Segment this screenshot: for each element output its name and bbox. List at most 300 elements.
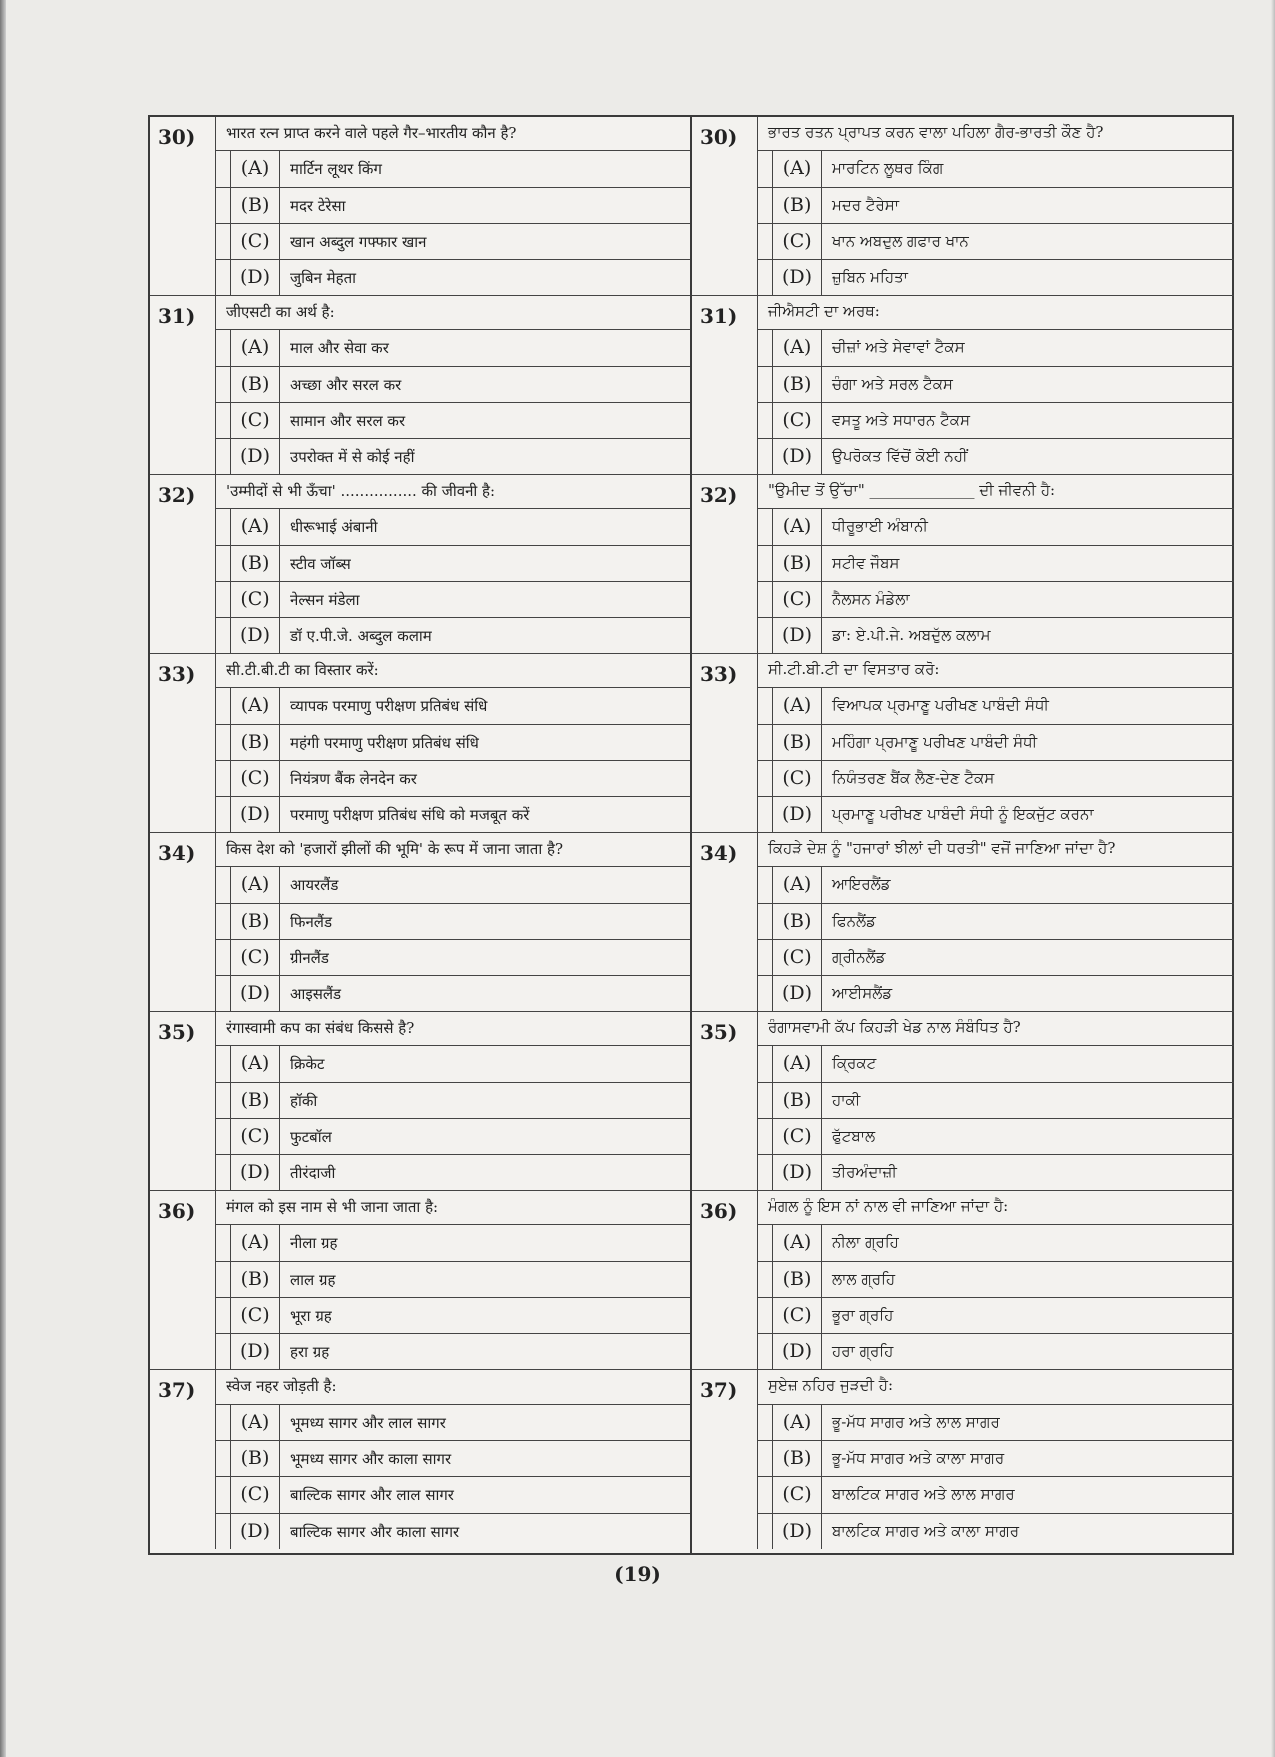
answer-option [216,1119,690,1155]
option-spacer [216,761,230,796]
option-label: (D) [772,1155,822,1190]
question-number: 34) [150,833,216,1011]
option-text: ਹਾਕੀ [832,1090,861,1109]
answer-option [758,546,1234,582]
option-spacer [758,1477,772,1512]
answer-option [758,1298,1234,1334]
option-label: (B) [230,725,280,760]
option-spacer [216,582,230,617]
option-text: भूमध्य सागर और काला सागर [290,1449,452,1468]
option-spacer [216,260,230,295]
option-label: (C) [230,761,280,796]
answer-option [216,1155,690,1190]
question-number: 34) [692,833,758,1011]
option-spacer [758,403,772,438]
option-spacer [758,688,772,723]
option-text: ਭੂ-ਮੱਧ ਸਾਗਰ ਅਤੇ ਕਾਲਾ ਸਾਗਰ [832,1448,1005,1467]
answer-option [216,1046,690,1082]
question-sheet [148,115,1234,1555]
option-text: ਵਿਆਪਕ ਪ੍ਰਮਾਣੂ ਪਰੀਖਣ ਪਾਬੰਦੀ ਸੰਧੀ [832,696,1049,715]
option-text: परमाणु परीक्षण प्रतिबंध संधि को मजबूत करें [290,805,530,824]
option-spacer [216,1262,230,1297]
option-spacer [216,1155,230,1190]
option-label: (D) [772,618,822,653]
answer-option [758,1225,1234,1261]
option-text: नेल्सन मंडेला [290,590,360,609]
option-spacer [216,1298,230,1333]
question-text: ਸੁਏਜ਼ ਨਹਿਰ ਜੁੜਦੀ ਹੈ: [758,1370,1234,1405]
question-text: स्वेज नहर जोड़ती है: [216,1370,690,1405]
answer-option [216,509,690,545]
question-body [758,1012,1234,1190]
option-label: (A) [772,867,822,902]
question-body [216,1191,690,1369]
option-text: नीला ग्रह [290,1234,338,1253]
answer-option [216,976,690,1011]
question-block [692,833,1234,1012]
option-text: खान अब्दुल गफ्फार खान [290,232,427,251]
option-label: (A) [772,509,822,544]
question-block [692,1191,1234,1370]
option-text: ਆਇਰਲੈਂਡ [832,875,891,894]
option-label: (A) [230,509,280,544]
option-label: (C) [230,1298,280,1333]
option-spacer [216,1225,230,1260]
question-text: मंगल को इस नाम से भी जाना जाता है: [216,1191,690,1225]
question-number: 33) [150,654,216,832]
option-spacer [758,904,772,939]
option-text: ਜ਼ੁਬਿਨ ਮਹਿਤਾ [832,267,908,286]
option-label: (C) [230,1477,280,1512]
question-block [692,296,1234,475]
option-label: (D) [230,797,280,832]
answer-option [758,439,1234,474]
option-text: व्यापक परमाणु परीक्षण प्रतिबंध संधि [290,697,488,716]
answer-option [216,688,690,724]
option-label: (C) [772,761,822,796]
answer-option [758,1405,1234,1441]
question-number: 37) [150,1370,216,1549]
question-block [692,654,1234,833]
option-label: (A) [230,151,280,186]
question-block [692,1012,1234,1191]
question-body [758,1191,1234,1369]
answer-option [758,330,1234,366]
question-body [758,296,1234,474]
option-text: स्टीव जॉब्स [290,554,351,573]
option-text: सामान और सरल कर [290,411,406,430]
option-text: माल और सेवा कर [290,339,389,358]
option-text: ਲਾਲ ਗ੍ਰਹਿ [832,1269,896,1288]
option-spacer [758,1155,772,1190]
option-spacer [216,976,230,1011]
option-spacer [216,151,230,186]
answer-option [216,725,690,761]
answer-option [216,188,690,224]
option-spacer [758,1405,772,1440]
option-spacer [758,618,772,653]
question-block [150,117,690,296]
option-text: ਤੀਰਅੰਦਾਜ਼ੀ [832,1162,897,1181]
answer-option [758,367,1234,403]
option-text: ਪ੍ਰਮਾਣੂ ਪਰੀਖਣ ਪਾਬੰਦੀ ਸੰਧੀ ਨੂੰ ਇਕਜੁੱਟ ਕਰਨਾ [832,804,1094,823]
option-text: ਬਾਲਟਿਕ ਸਾਗਰ ਅਤੇ ਲਾਲ ਸਾਗਰ [832,1485,1015,1504]
option-text: ਨੈਲਸਨ ਮੰਡੇਲਾ [832,589,910,608]
answer-option [216,1083,690,1119]
option-text: ਧੀਰੂਭਾਈ ਅੰਬਾਨੀ [832,517,928,536]
option-label: (C) [230,582,280,617]
answer-option [758,1262,1234,1298]
option-label: (A) [772,1225,822,1260]
option-text: ਭੂ-ਮੱਧ ਸਾਗਰ ਅਤੇ ਲਾਲ ਸਾਗਰ [832,1412,1000,1431]
option-text: आइसलैंड [290,984,342,1003]
option-label: (A) [230,1046,280,1081]
option-spacer [216,188,230,223]
answer-option [758,1334,1234,1369]
answer-option [216,904,690,940]
option-text: ਖਾਨ ਅਬਦੁਲ ਗਫਾਰ ਖਾਨ [832,231,969,250]
option-label: (C) [772,403,822,438]
option-label: (D) [230,976,280,1011]
answer-option [758,725,1234,761]
option-text: बाल्टिक सागर और काला सागर [290,1522,460,1541]
option-text: ਮਹਿੰਗਾ ਪ੍ਰਮਾਣੂ ਪਰੀਖਣ ਪਾਬੰਦੀ ਸੰਧੀ [832,732,1038,751]
option-text: ਕ੍ਰਿਕਟ [832,1054,877,1073]
question-text: ਮੰਗਲ ਨੂੰ ਇਸ ਨਾਂ ਨਾਲ ਵੀ ਜਾਣਿਆ ਜਾਂਦਾ ਹੈ: [758,1191,1234,1225]
option-label: (B) [772,1441,822,1476]
option-text: ਮਦਰ ਟੈਰੇਸਾ [832,195,900,214]
option-spacer [758,761,772,796]
option-label: (D) [230,260,280,295]
option-spacer [216,1119,230,1154]
option-text: नियंत्रण बैंक लेनदेन कर [290,769,417,788]
option-spacer [216,1441,230,1476]
question-text: ਭਾਰਤ ਰਤਨ ਪ੍ਰਾਪਤ ਕਰਨ ਵਾਲਾ ਪਹਿਲਾ ਗੈਰ-ਭਾਰਤੀ ਕੌਣ ਹੈ? [758,117,1234,151]
answer-option [758,509,1234,545]
option-text: भूमध्य सागर और लाल सागर [290,1413,446,1432]
option-spacer [758,188,772,223]
answer-option [758,867,1234,903]
answer-option [216,330,690,366]
answer-option [758,1514,1234,1549]
option-label: (A) [230,1405,280,1440]
question-block [150,1012,690,1191]
option-label: (B) [772,367,822,402]
answer-option [216,1441,690,1477]
option-text: बाल्टिक सागर और लाल सागर [290,1486,454,1505]
question-block [150,296,690,475]
option-label: (B) [230,904,280,939]
answer-option [216,761,690,797]
option-label: (C) [772,940,822,975]
option-spacer [758,940,772,975]
option-spacer [758,976,772,1011]
answer-option [216,618,690,653]
answer-option [216,367,690,403]
option-spacer [216,904,230,939]
option-spacer [758,367,772,402]
question-body [216,117,690,295]
option-spacer [216,403,230,438]
answer-option [758,224,1234,260]
question-body [758,475,1234,653]
option-label: (B) [772,1262,822,1297]
question-text: ਜੀਐਸਟੀ ਦਾ ਅਰਥ: [758,296,1234,330]
option-spacer [216,1334,230,1369]
option-text: फुटबॉल [290,1127,332,1146]
answer-option [216,224,690,260]
option-label: (D) [772,1334,822,1369]
answer-option [216,260,690,295]
option-spacer [758,1225,772,1260]
option-text: ਡਾ: ਏ.ਪੀ.ਜੇ. ਅਬਦੁੱਲ ਕਲਾਮ [832,625,991,644]
option-label: (D) [772,439,822,474]
answer-option [758,403,1234,439]
option-text: महंगी परमाणु परीक्षण प्रतिबंध संधि [290,733,479,752]
question-number: 35) [150,1012,216,1190]
option-spacer [758,439,772,474]
question-number: 30) [692,117,758,295]
answer-option [758,904,1234,940]
page-number: (19) [614,1562,661,1586]
option-text: ਹਰਾ ਗ੍ਰਹਿ [832,1341,894,1360]
option-label: (B) [230,188,280,223]
option-spacer [758,546,772,581]
question-body [758,1370,1234,1549]
option-label: (A) [772,688,822,723]
question-body [216,1370,690,1549]
option-text: जुबिन मेहता [290,268,357,287]
option-label: (D) [230,439,280,474]
option-spacer [216,688,230,723]
question-number: 32) [150,475,216,653]
option-label: (A) [772,1046,822,1081]
answer-option [758,1083,1234,1119]
punjabi-column [690,117,1234,1553]
option-spacer [216,1046,230,1081]
question-number: 31) [692,296,758,474]
answer-option [758,260,1234,295]
answer-option [758,188,1234,224]
option-label: (B) [230,1262,280,1297]
question-block [150,833,690,1012]
question-body [216,833,690,1011]
option-spacer [216,367,230,402]
option-label: (A) [772,1405,822,1440]
option-spacer [758,1119,772,1154]
answer-option [758,1119,1234,1155]
option-text: ਉਪਰੋਕਤ ਵਿੱਚੋਂ ਕੋਈ ਨਹੀਂ [832,446,968,465]
option-label: (D) [230,1514,280,1549]
option-label: (D) [230,618,280,653]
answer-option [216,1334,690,1369]
option-spacer [216,1405,230,1440]
option-text: ਭੂਰਾ ਗ੍ਰਹਿ [832,1305,894,1324]
option-label: (B) [230,367,280,402]
answer-option [758,976,1234,1011]
answer-option [216,1225,690,1261]
option-label: (D) [772,1514,822,1549]
question-body [216,654,690,832]
answer-option [216,797,690,832]
option-text: डॉ ए.पी.जे. अब्दुल कलाम [290,626,432,645]
question-text: ਰੰਗਾਸਵਾਮੀ ਕੱਪ ਕਿਹੜੀ ਖੇਡ ਨਾਲ ਸੰਬੰਧਿਤ ਹੈ? [758,1012,1234,1046]
option-spacer [216,546,230,581]
question-text: "ਉਮੀਦ ਤੋਂ ਉੱਚਾ" ______________ ਦੀ ਜੀਵਨੀ ਹੈ: [758,475,1234,509]
option-spacer [216,940,230,975]
option-label: (C) [772,1298,822,1333]
hindi-column [150,117,690,1553]
option-text: मदर टेरेसा [290,196,346,215]
option-spacer [758,224,772,259]
answer-option [216,546,690,582]
option-text: ਸਟੀਵ ਜੌਬਸ [832,553,900,572]
option-label: (D) [772,260,822,295]
answer-option [216,867,690,903]
answer-option [758,1441,1234,1477]
scan-edge-right [1271,0,1275,1757]
option-text: फिनलैंड [290,912,332,931]
option-label: (C) [230,224,280,259]
question-number: 31) [150,296,216,474]
answer-option [758,688,1234,724]
answer-option [758,940,1234,976]
answer-option [758,582,1234,618]
option-text: हॉकी [290,1091,318,1110]
option-text: ਵਸਤੂ ਅਤੇ ਸਧਾਰਨ ਟੈਕਸ [832,410,971,429]
option-spacer [216,867,230,902]
option-text: ਮਾਰਟਿਨ ਲੂਥਰ ਕਿੰਗ [832,159,944,178]
option-text: धीरूभाई अंबानी [290,518,378,537]
answer-option [758,761,1234,797]
answer-option [216,1262,690,1298]
question-text: रंगास्वामी कप का संबंध किससे है? [216,1012,690,1046]
option-text: अच्छा और सरल कर [290,375,402,394]
option-label: (D) [772,976,822,1011]
option-label: (C) [772,1477,822,1512]
option-label: (C) [772,582,822,617]
scan-edge-left [0,0,6,1757]
question-number: 30) [150,117,216,295]
question-number: 36) [692,1191,758,1369]
option-spacer [216,509,230,544]
question-text: सी.टी.बी.टी का विस्तार करें: [216,654,690,688]
option-spacer [758,1298,772,1333]
option-label: (B) [230,546,280,581]
question-body [216,296,690,474]
option-spacer [216,1083,230,1118]
option-label: (B) [772,188,822,223]
option-spacer [216,224,230,259]
question-number: 36) [150,1191,216,1369]
option-label: (C) [772,224,822,259]
option-label: (C) [772,1119,822,1154]
question-text: किस देश को 'हजारों झीलों की भूमि' के रूप में जाना जाता है? [216,833,690,867]
question-body [758,833,1234,1011]
question-body [216,1012,690,1190]
option-spacer [758,1334,772,1369]
option-text: ਨੀਲਾ ਗ੍ਰਹਿ [832,1233,899,1252]
option-text: लाल ग्रह [290,1270,336,1289]
option-spacer [758,1441,772,1476]
option-label: (B) [772,725,822,760]
question-number: 32) [692,475,758,653]
option-label: (A) [230,688,280,723]
answer-option [216,439,690,474]
answer-option [216,1477,690,1513]
option-text: ਨਿਯੰਤਰਣ ਬੈਂਕ ਲੈਣ-ਦੇਣ ਟੈਕਸ [832,768,995,787]
question-block [692,1370,1234,1549]
question-block [692,475,1234,654]
question-text: भारत रत्न प्राप्त करने वाले पहले गैर–भारतीय कौन है? [216,117,690,151]
option-text: आयरलैंड [290,876,339,895]
option-spacer [758,797,772,832]
option-label: (B) [772,904,822,939]
option-spacer [758,151,772,186]
option-label: (B) [230,1083,280,1118]
answer-option [216,1405,690,1441]
option-text: ਬਾਲਟਿਕ ਸਾਗਰ ਅਤੇ ਕਾਲਾ ਸਾਗਰ [832,1521,1020,1540]
option-spacer [216,1514,230,1549]
option-label: (A) [772,151,822,186]
option-label: (A) [230,867,280,902]
option-label: (A) [230,1225,280,1260]
answer-option [758,1477,1234,1513]
option-spacer [758,1262,772,1297]
option-text: भूरा ग्रह [290,1306,332,1325]
answer-option [216,403,690,439]
option-spacer [216,618,230,653]
option-spacer [216,797,230,832]
option-text: ਫੁੱਟਬਾਲ [832,1126,876,1145]
option-label: (C) [230,940,280,975]
answer-option [758,618,1234,653]
option-label: (D) [230,1334,280,1369]
question-number: 33) [692,654,758,832]
option-text: ग्रीनलैंड [290,948,329,967]
question-text: ਕਿਹੜੇ ਦੇਸ਼ ਨੂੰ "ਹਜਾਰਾਂ ਝੀਲਾਂ ਦੀ ਧਰਤੀ" ਵਜੋਂ ਜਾਣਿਆ ਜਾਂਦਾ ਹੈ? [758,833,1234,867]
question-block [150,1191,690,1370]
option-spacer [216,1477,230,1512]
option-label: (B) [772,546,822,581]
question-number: 35) [692,1012,758,1190]
option-text: ਚੀਜ਼ਾਂ ਅਤੇ ਸੇਵਾਵਾਂ ਟੈਕਸ [832,338,965,357]
option-text: ਗ੍ਰੀਨਲੈਂਡ [832,947,886,966]
question-block [692,117,1234,296]
answer-option [216,582,690,618]
option-text: हरा ग्रह [290,1342,330,1361]
question-body [758,654,1234,832]
option-text: ਚੰਗਾ ਅਤੇ ਸਰਲ ਟੈਕਸ [832,374,953,393]
answer-option [216,1514,690,1549]
option-label: (C) [230,1119,280,1154]
option-label: (D) [230,1155,280,1190]
question-text: 'उम्मीदों से भी ऊँचा' ................ की जीवनी है: [216,475,690,509]
question-text: जीएसटी का अर्थ है: [216,296,690,330]
question-text: ਸੀ.ਟੀ.ਬੀ.ਟੀ ਦਾ ਵਿਸਤਾਰ ਕਰੋ: [758,654,1234,688]
option-spacer [216,725,230,760]
option-spacer [758,260,772,295]
option-spacer [758,509,772,544]
option-spacer [758,1046,772,1081]
question-block [150,654,690,833]
answer-option [758,1155,1234,1190]
option-label: (A) [772,330,822,365]
question-block [150,1370,690,1549]
option-text: क्रिकेट [290,1055,325,1074]
answer-option [758,797,1234,832]
question-number: 37) [692,1370,758,1549]
